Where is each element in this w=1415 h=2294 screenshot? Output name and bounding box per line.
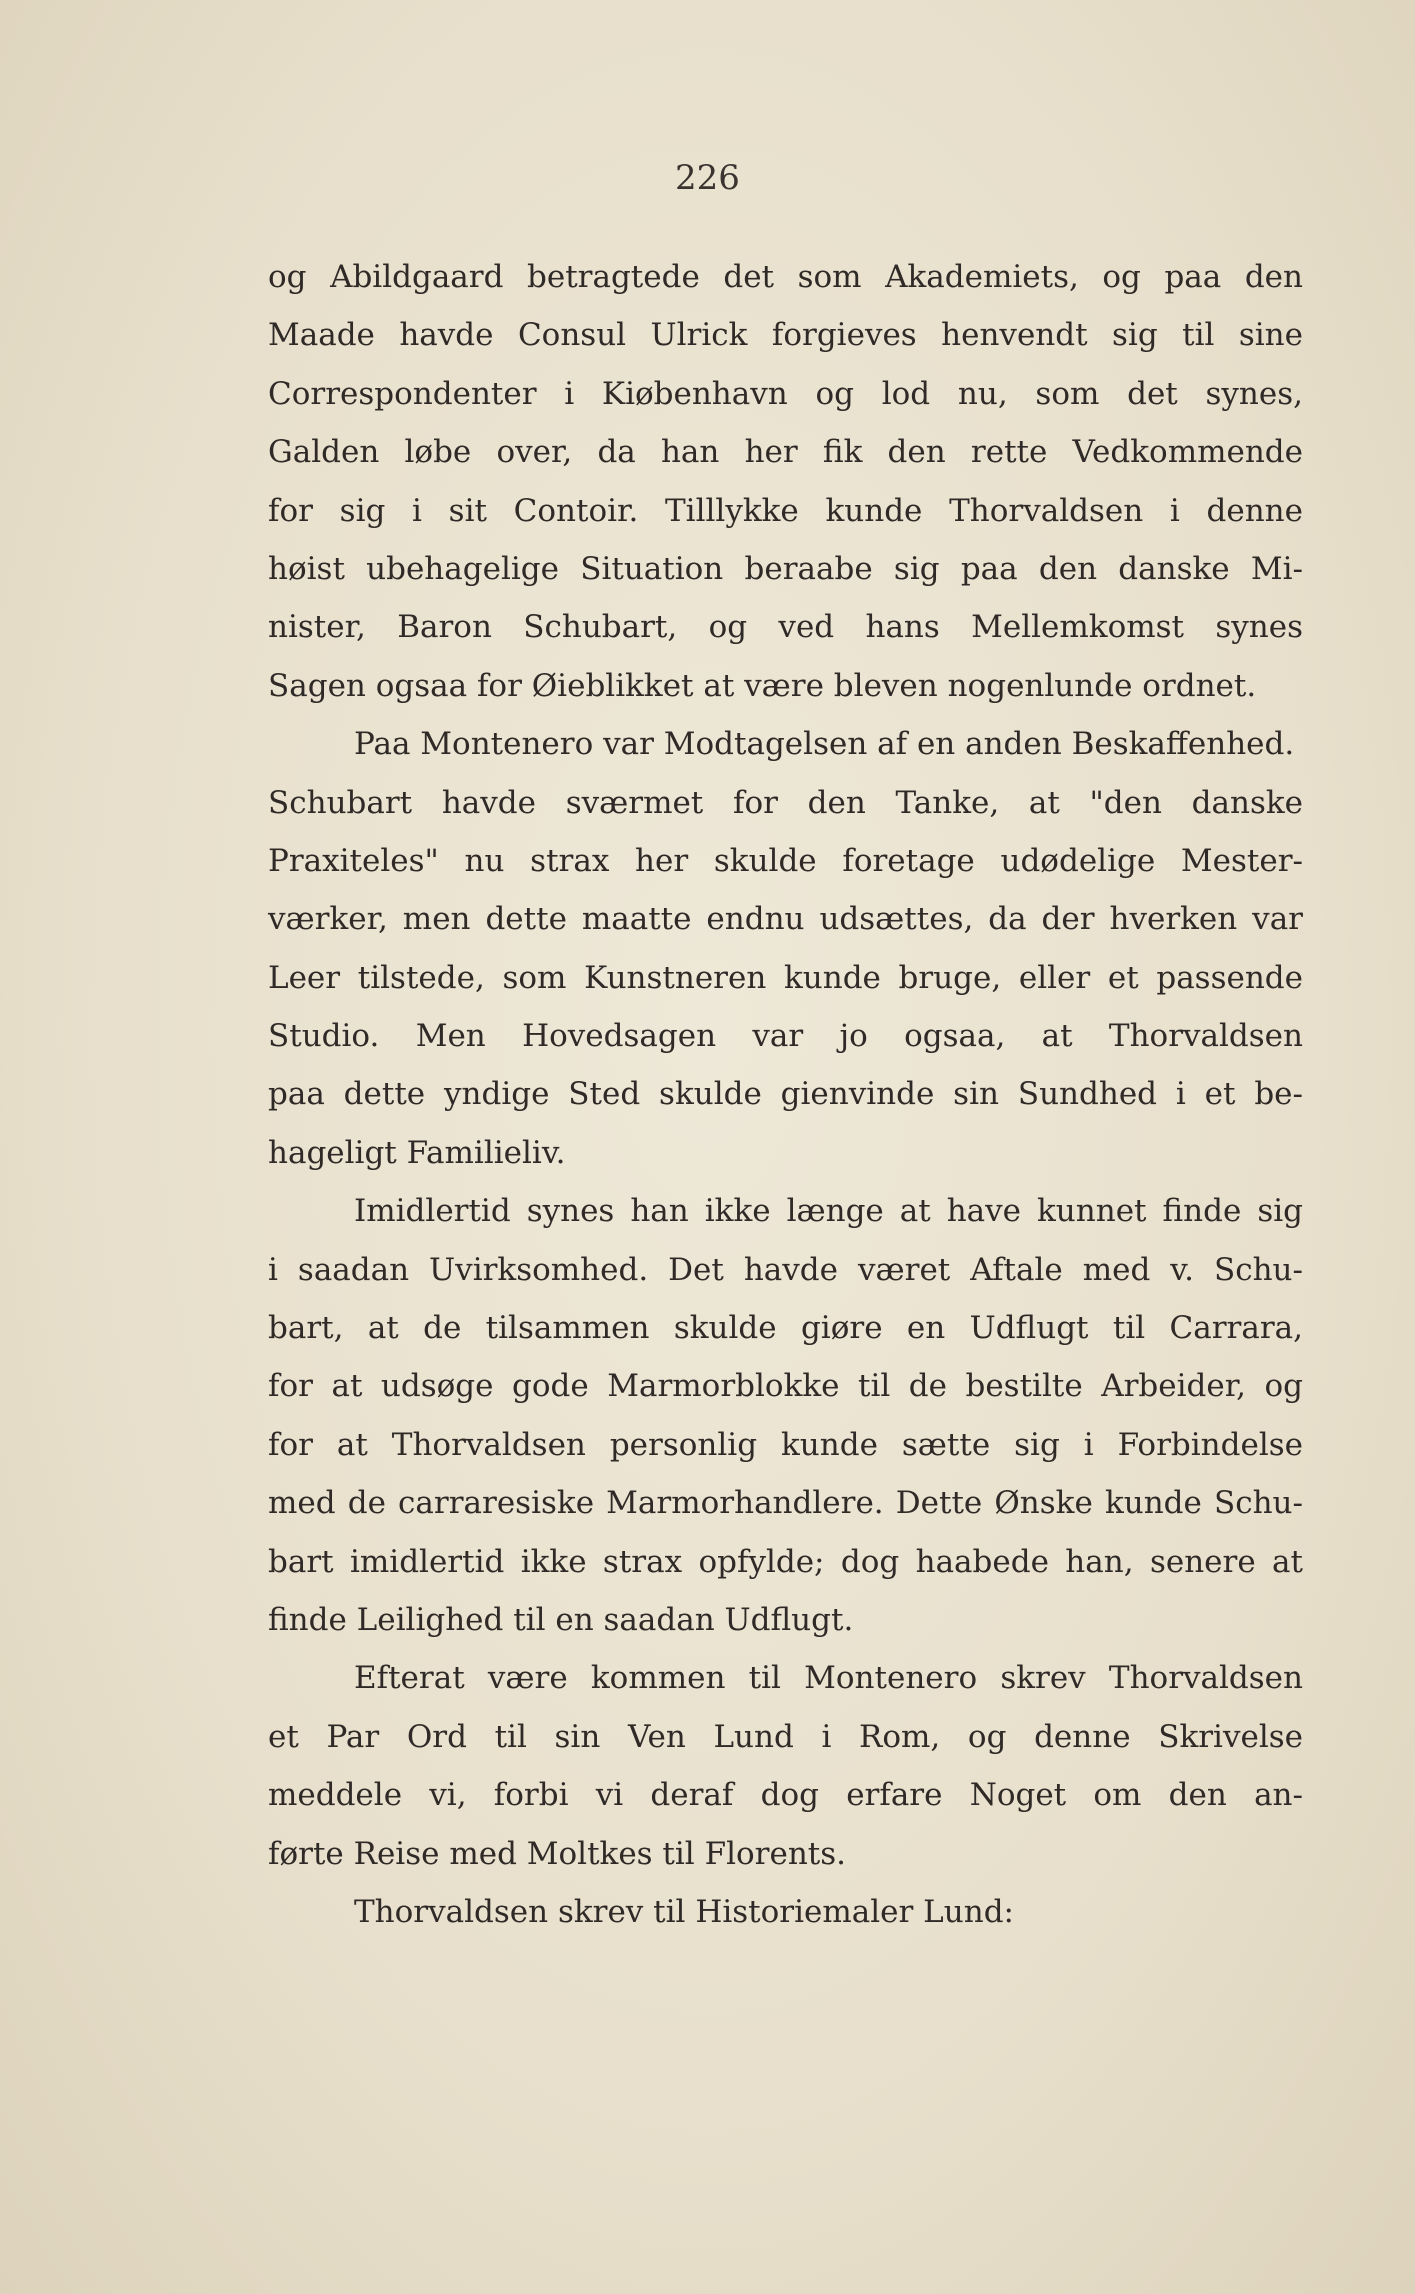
text-line: Leer tilstede, som Kunstneren kunde bruge, eller et passende xyxy=(268,959,1303,996)
text-line: nister, Baron Schubart, og ved hans Mellemkomst synes xyxy=(268,609,1303,646)
text-line: Thorvaldsen skrev til Historiemaler Lund: xyxy=(354,1893,1014,1930)
text-line: Imidlertid synes han ikke længe at have kunnet finde sig xyxy=(354,1193,1303,1230)
text-line: Sagen ogsaa for Øieblikket at være bleven nogenlunde ordnet. xyxy=(268,667,1257,704)
text-line: et Par Ord til sin Ven Lund i Rom, og denne Skrivelse xyxy=(268,1718,1303,1755)
text-line: paa dette yndige Sted skulde gienvinde sin Sundhed i et be- xyxy=(268,1076,1303,1113)
text-line: Paa Montenero var Modtagelsen af en anden Beskaffenhed. xyxy=(354,726,1295,763)
text-line: Galden løbe over, da han her fik den rette Vedkommende xyxy=(268,434,1303,471)
text-line: bart imidlertid ikke strax opfylde; dog haabede han, senere at xyxy=(268,1543,1303,1580)
text-line: Schubart havde sværmet for den Tanke, at "den danske xyxy=(268,784,1303,821)
text-line: Efterat være kommen til Montenero skrev Thorvaldsen xyxy=(354,1660,1303,1697)
text-line: med de carraresiske Marmorhandlere. Dette Ønske kunde Schu- xyxy=(268,1485,1303,1522)
text-line: høist ubehagelige Situation beraabe sig paa den danske Mi- xyxy=(268,550,1303,587)
body-text xyxy=(268,248,1303,1941)
text-line: bart, at de tilsammen skulde giøre en Udflugt til Carrara, xyxy=(268,1310,1303,1347)
text-line: for at Thorvaldsen personlig kunde sætte sig i Forbindelse xyxy=(268,1426,1303,1463)
text-line: Studio. Men Hovedsagen var jo ogsaa, at Thorvaldsen xyxy=(268,1018,1303,1055)
text-line: værker, men dette maatte endnu udsættes, da der hverken var xyxy=(268,901,1303,938)
text-line: førte Reise med Moltkes til Florents. xyxy=(268,1835,847,1872)
text-line: Maade havde Consul Ulrick forgieves henvendt sig til sine xyxy=(268,317,1303,354)
text-line: finde Leilighed til en saadan Udflugt. xyxy=(268,1601,854,1638)
page-number: 226 xyxy=(675,158,740,198)
text-line: for at udsøge gode Marmorblokke til de bestilte Arbeider, og xyxy=(268,1368,1303,1405)
text-line: meddele vi, forbi vi deraf dog erfare Noget om den an- xyxy=(268,1777,1303,1814)
text-line: i saadan Uvirksomhed. Det havde været Aftale med v. Schu- xyxy=(268,1251,1303,1288)
text-line: og Abildgaard betragtede det som Akademiets, og paa den xyxy=(268,259,1303,295)
text-line: hageligt Familieliv. xyxy=(268,1134,566,1171)
text-line: Correspondenter i Kiøbenhavn og lod nu, som det synes, xyxy=(268,375,1303,412)
text-line: for sig i sit Contoir. Tilllykke kunde Thorvaldsen i denne xyxy=(268,492,1303,529)
text-line: Praxiteles" nu strax her skulde foretage udødelige Mester- xyxy=(268,842,1303,879)
